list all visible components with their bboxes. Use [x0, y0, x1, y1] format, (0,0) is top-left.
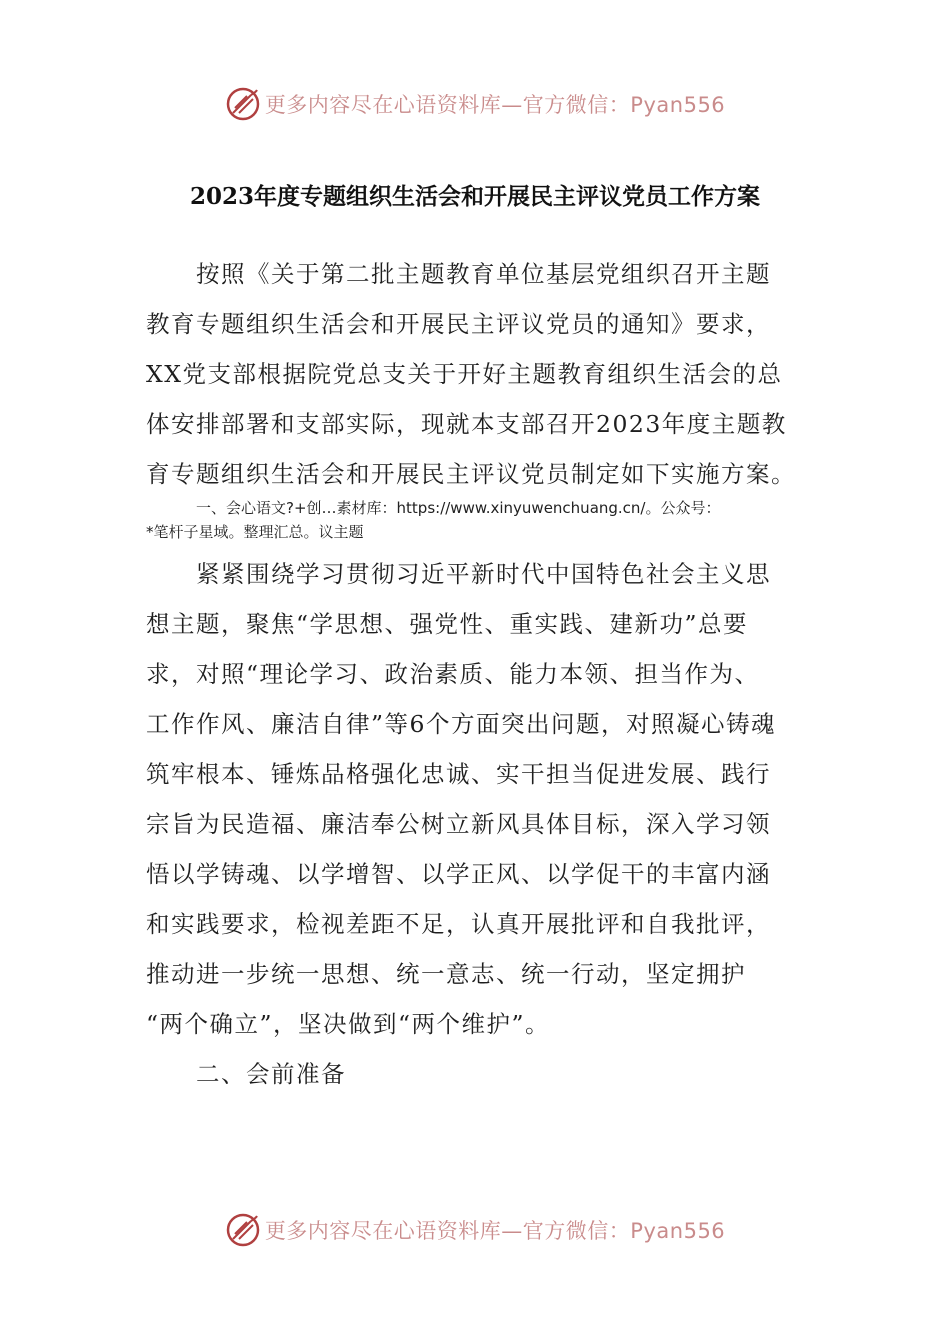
section1-line-1: 紧紧围绕学习贯彻习近平新时代中国特色社会主义思 [196, 560, 771, 588]
section1-line-5: 筑牢根本、锤炼品格强化忠诚、实干担当促进发展、践行 [146, 760, 771, 788]
document-title: 2023年度专题组织生活会和开展民主评议党员工作方案 [189, 183, 760, 210]
section1-heading-line-1: 一、会心语文?+创…素材库：https://www.xinyuwenchuang.cn/。公众号： [196, 499, 721, 517]
section1-heading-line-2: *笔杆子星域。整理汇总。议主题 [146, 523, 364, 541]
intro-line-5: 育专题组织生活会和开展民主评议党员制定如下实施方案。 [146, 460, 796, 488]
intro-line-2: 教育专题组织生活会和开展民主评议党员的通知》要求， [146, 310, 771, 338]
intro-line-4: 体安排部署和支部实际，现就本支部召开2023年度主题教 [146, 410, 787, 438]
section1-line-3: 求，对照“理论学习、政治素质、能力本领、担当作为、 [146, 660, 760, 688]
quill-logo-icon [225, 1212, 261, 1248]
section1-line-8: 和实践要求，检视差距不足，认真开展批评和自我批评， [146, 910, 771, 938]
section1-line-6: 宗旨为民造福、廉洁奉公树立新风具体目标，深入学习领 [146, 810, 771, 838]
section1-line-9: 推动进一步统一思想、统一意志、统一行动，坚定拥护 [146, 960, 746, 988]
section2-heading: 二、会前准备 [196, 1060, 346, 1088]
watermark-banner-top [0, 84, 950, 124]
intro-line-3: XX党支部根据院党总支关于开好主题教育组织生活会的总 [146, 360, 783, 388]
watermark-text: 更多内容尽在心语资料库—官方微信：Pyan556 [264, 93, 726, 117]
watermark-text: 更多内容尽在心语资料库—官方微信：Pyan556 [264, 1219, 726, 1243]
quill-logo-icon [225, 86, 261, 122]
watermark-banner-bottom [0, 1210, 950, 1250]
section1-line-2: 想主题，聚焦“学思想、强党性、重实践、建新功”总要 [146, 610, 749, 638]
intro-line-1: 按照《关于第二批主题教育单位基层党组织召开主题 [196, 260, 771, 288]
section1-line-7: 悟以学铸魂、以学增智、以学正风、以学促干的丰富内涵 [146, 860, 771, 888]
section1-line-10: “两个确立”，坚决做到“两个维护”。 [146, 1010, 551, 1038]
section1-line-4: 工作作风、廉洁自律”等6个方面突出问题，对照凝心铸魂 [146, 710, 776, 738]
